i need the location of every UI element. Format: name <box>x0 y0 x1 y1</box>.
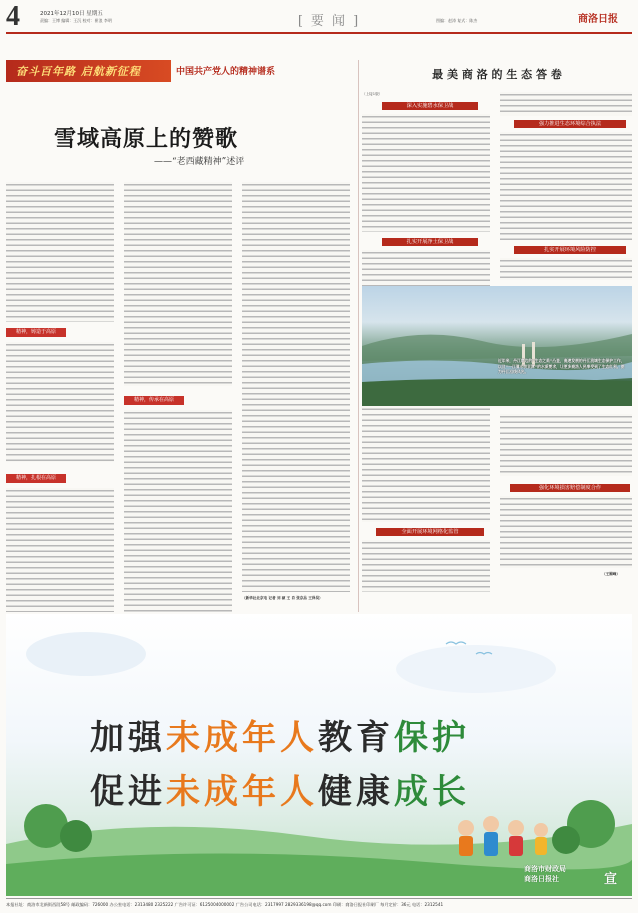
left-article <box>6 84 354 612</box>
masthead <box>0 0 638 40</box>
article-text-column <box>124 410 232 612</box>
section-bracket: [ 要 闻 ] <box>297 14 361 29</box>
article-text-column <box>124 182 232 386</box>
poster-organizations <box>524 864 566 884</box>
right-meta: 图编：赵涛 复式：陈杰 <box>436 18 478 23</box>
column-divider <box>358 60 359 612</box>
article-text-column <box>500 414 632 476</box>
article-byline: （新华社北京电 记者 刘 硕 王 肖 张京品 王泽昊） <box>242 596 323 600</box>
public-service-poster <box>6 614 632 896</box>
poster-word: 教育 <box>318 718 394 758</box>
article-text-column <box>500 92 632 116</box>
river-photo <box>362 286 632 406</box>
article-text-column <box>500 258 632 280</box>
page-number: 4 <box>6 1 20 32</box>
section-heading: 深入实施碧水保卫战 <box>382 102 478 110</box>
footer-rule <box>6 898 632 899</box>
article-text-column <box>242 182 350 592</box>
article-text-column <box>500 132 632 240</box>
poster-word-highlight: 未成年人 <box>166 718 318 758</box>
article-text-column <box>362 114 490 232</box>
poster-line-2 <box>90 764 470 813</box>
footer-info: 本报社址：商洛市北新街西段58号 邮政编码：726000 办公室电话：2313480 2325222 广告许可证：6125004000002 广告公司电话：2317997 2829336198@qq.com 印刷：商洛日报社印刷厂 每月定价：36元 电话：2312541 <box>6 902 444 907</box>
article-text-column <box>6 342 114 462</box>
section-heading: 强力推进生态环境综合执法 <box>514 120 626 128</box>
date-line: 2021年12月10日 星期五 <box>40 11 103 17</box>
section-heading: 扎实开展环境风险防控 <box>514 246 626 254</box>
poster-seal: 宣 <box>604 872 618 887</box>
left-article-subtitle: ——“老西藏精神”述评 <box>154 157 245 167</box>
banner-subtitle: 中国共产党人的精神谱系 <box>176 67 276 77</box>
banner-slogan <box>6 60 171 82</box>
article-text-column <box>362 540 490 592</box>
article-author: （王媚峰） <box>602 572 620 576</box>
section-heading: 强化环境損害赔偿制度合作 <box>510 484 630 492</box>
section-heading-forged: 精神，铸造于高原 <box>6 328 66 337</box>
poster-word: 促进 <box>90 772 166 812</box>
poster-word-green: 成长 <box>394 772 470 812</box>
river-photo-scene <box>362 286 632 406</box>
section-heading-inherit: 精神，传承在高原 <box>124 396 184 405</box>
poster-word-green: 保护 <box>394 718 470 758</box>
photo-caption: 近年来，丹江岸边的“生态之美”凸显，高速发展的丹江流域生态保护工作，以及“一江清水供京津”的水质要求，让更多商洛人民享受到了生态红利。图为丹江沿线风光。 <box>498 358 625 375</box>
poster-org: 商洛市财政局 <box>524 865 566 873</box>
article-text-column <box>500 496 632 568</box>
right-article <box>362 60 632 612</box>
section-heading: 扎实开展净土保卫战 <box>382 238 478 246</box>
editors-line: 责编：王博 编辑：王沉 校对：崔浪 李明 <box>40 18 112 23</box>
article-text-column <box>6 182 114 322</box>
poster-word: 健康 <box>318 772 394 812</box>
poster-org: 商洛日报社 <box>524 875 559 883</box>
poster-line-1 <box>90 710 470 759</box>
masthead-rule <box>6 32 632 34</box>
section-heading: 全面开展环境网格化监管 <box>376 528 484 536</box>
part-label: （上接1版） <box>362 92 383 96</box>
poster-word-highlight: 未成年人 <box>166 772 318 812</box>
poster-word: 加强 <box>90 718 166 758</box>
section-name: 要 闻 <box>310 14 348 29</box>
left-article-title: 雪域高原上的赞歌 <box>54 126 239 152</box>
banner-slogan-text: 奋斗百年路 启航新征程 <box>16 65 141 78</box>
section-heading-rooted: 精神，扎根在高原 <box>6 474 66 483</box>
newspaper-logo: 商洛日报 <box>578 14 618 25</box>
article-text-column <box>6 488 114 612</box>
right-article-title: 最 美 商 洛 的 生 态 答 卷 <box>432 68 562 81</box>
